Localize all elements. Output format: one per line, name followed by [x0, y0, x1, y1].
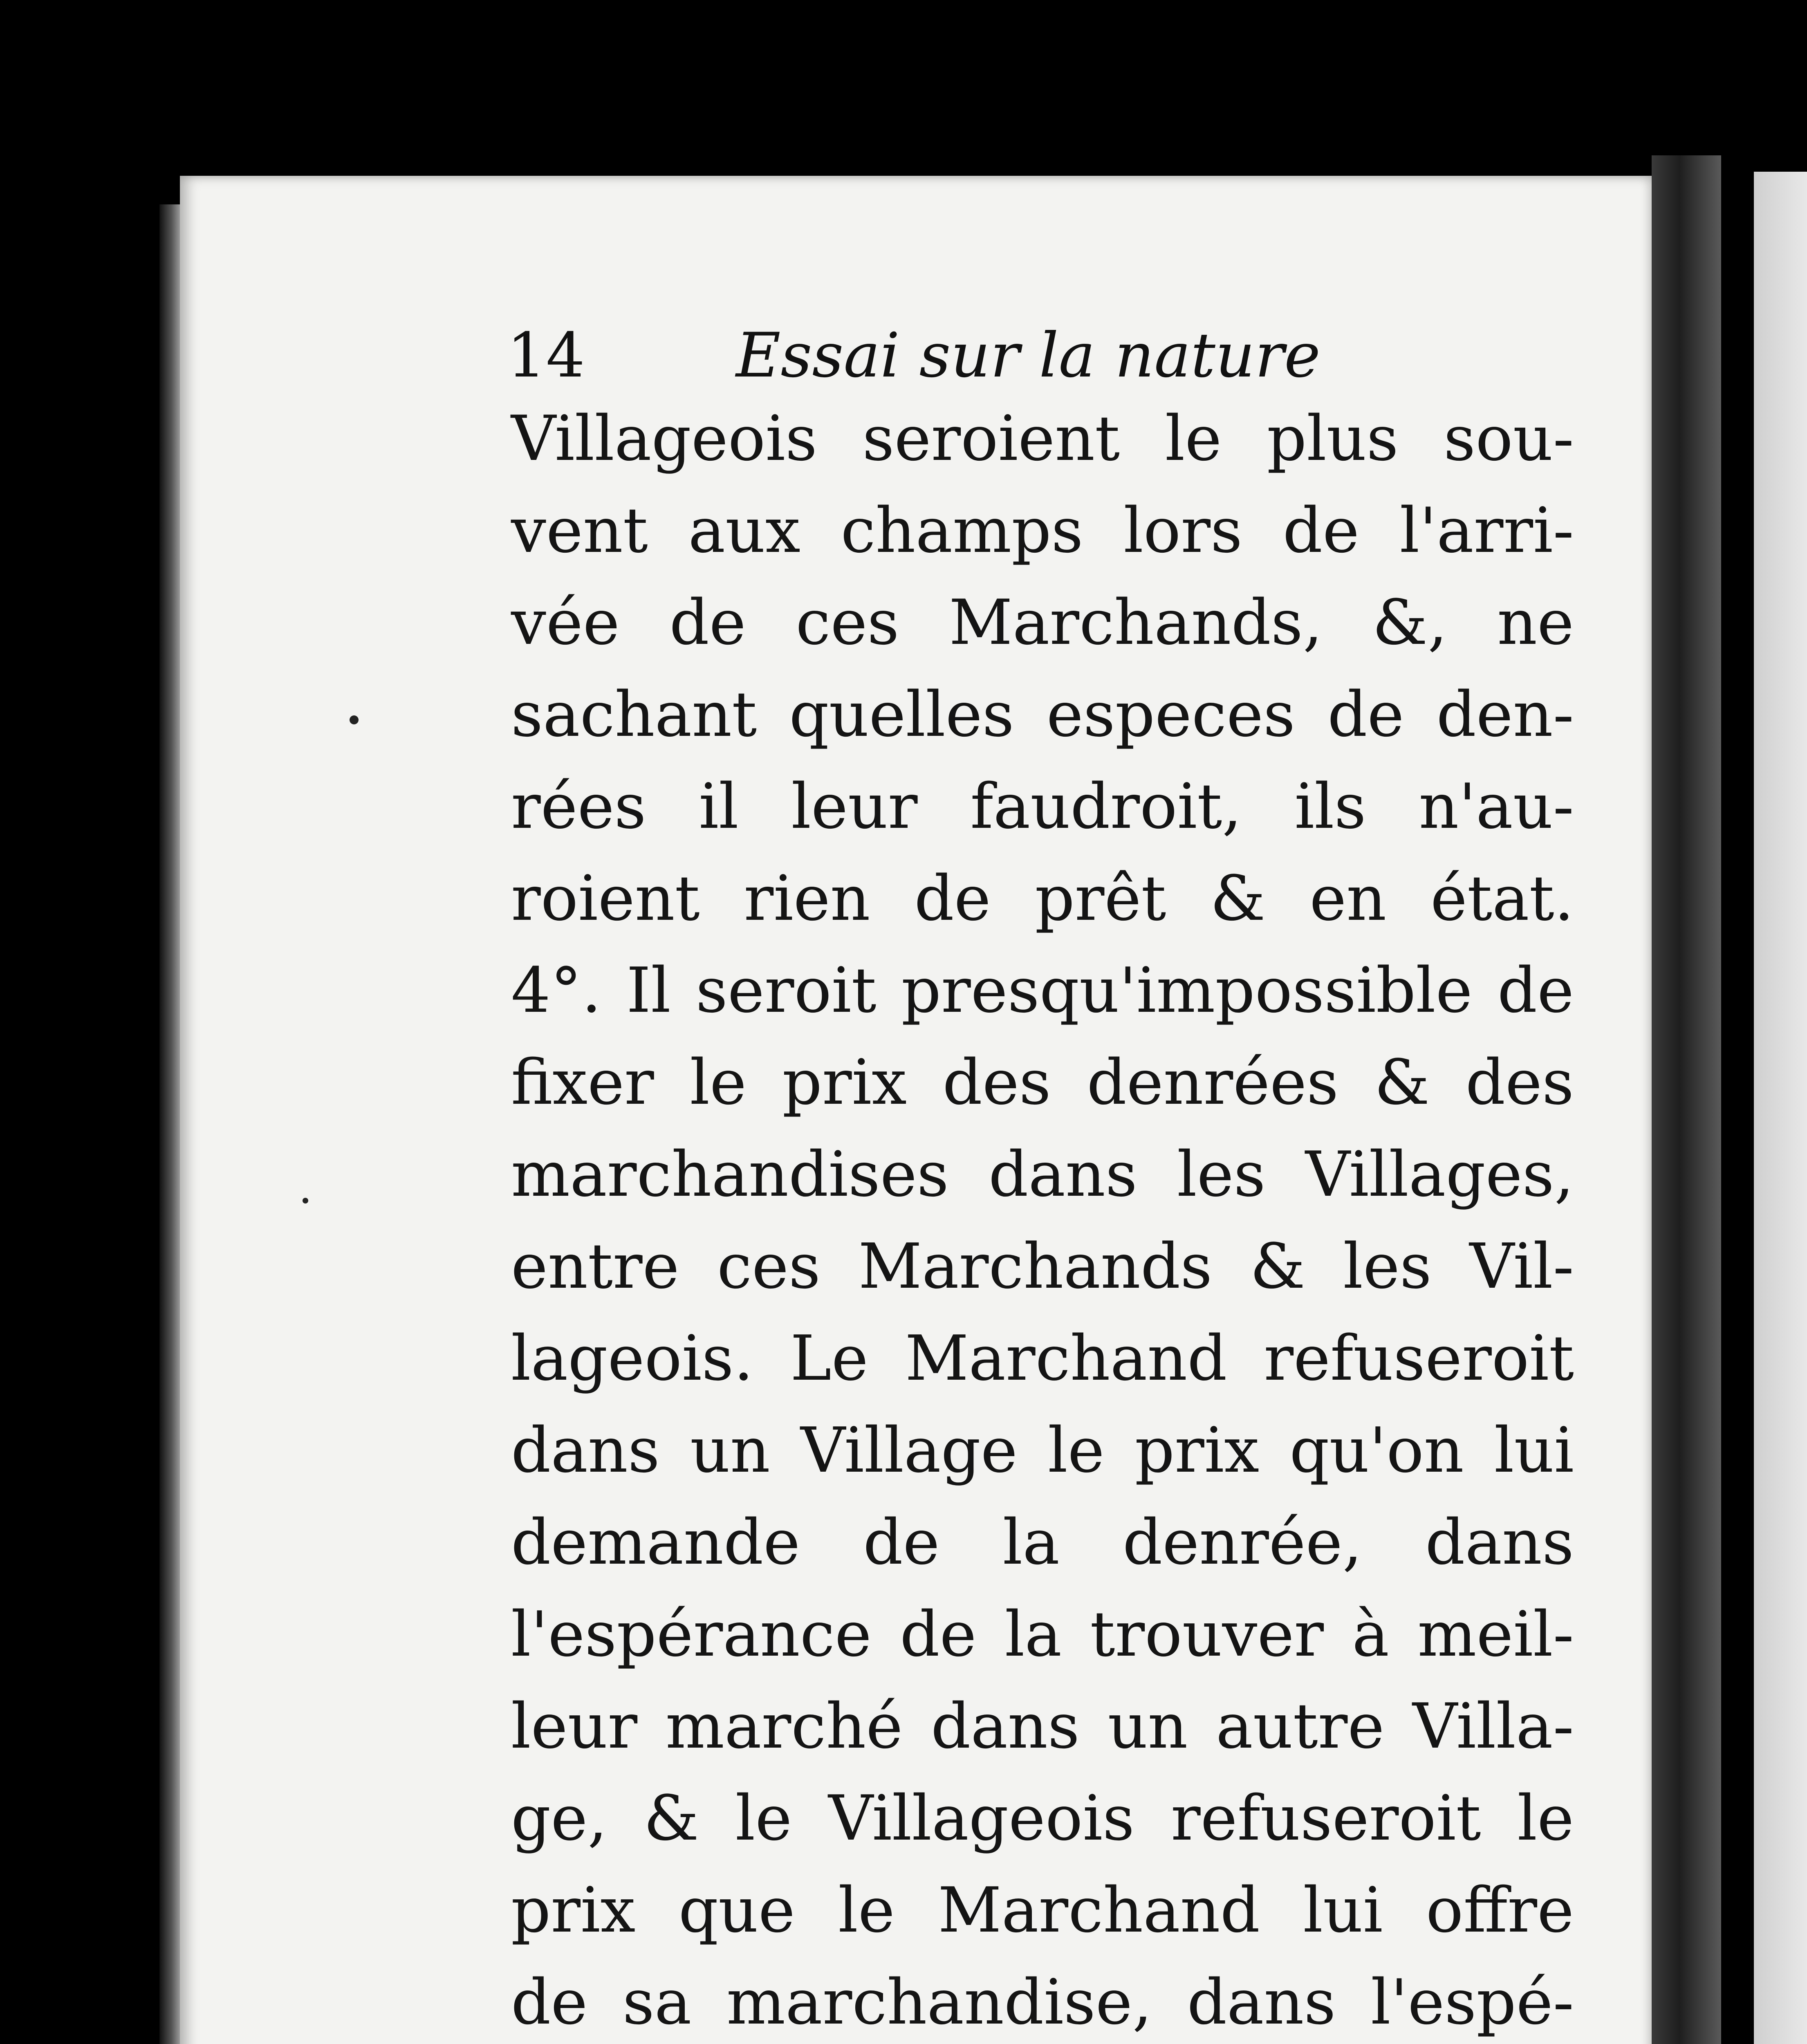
text-line: lageois. Le Marchand refuseroit: [511, 1322, 1574, 1394]
text-line: de sa marchandise, dans l'espé-: [511, 1966, 1574, 2038]
running-header: [507, 315, 1611, 397]
text-line: vent aux champs lors de l'arri-: [511, 494, 1574, 567]
ink-speck: [350, 715, 359, 724]
running-title: Essai sur la nature: [736, 320, 1320, 391]
text-line: l'espérance de la trouver à meil-: [511, 1598, 1574, 1670]
facing-page-sliver: [1754, 172, 1807, 2044]
text-line: fixer le prix des denrées & des: [511, 1046, 1574, 1118]
text-line: vée de ces Marchands, &, ne: [511, 586, 1574, 659]
text-line: sachant quelles especes de den-: [511, 678, 1574, 751]
text-line: demande de la denrée, dans: [511, 1506, 1574, 1578]
text-line: dans un Village le prix qu'on lui: [511, 1414, 1574, 1486]
text-line: leur marché dans un autre Villa-: [511, 1690, 1574, 1762]
book-gutter: [1652, 155, 1721, 2044]
text-line: 4°. Il seroit presqu'impossible de: [511, 954, 1574, 1026]
body-text: [511, 392, 1574, 2044]
text-line: roient rien de prêt & en état.: [511, 862, 1574, 935]
text-line: prix que le Marchand lui offre: [511, 1874, 1574, 1946]
ink-speck: [303, 1198, 308, 1204]
text-line: marchandises dans les Villages,: [511, 1138, 1574, 1210]
text-line: entre ces Marchands & les Vil-: [511, 1230, 1574, 1302]
text-line: rées il leur faudroit, ils n'au-: [511, 770, 1574, 843]
page-number: 14: [507, 320, 585, 391]
text-line: Villageois seroient le plus sou-: [511, 402, 1574, 475]
text-line: ge, & le Villageois refuseroit le: [511, 1782, 1574, 1854]
